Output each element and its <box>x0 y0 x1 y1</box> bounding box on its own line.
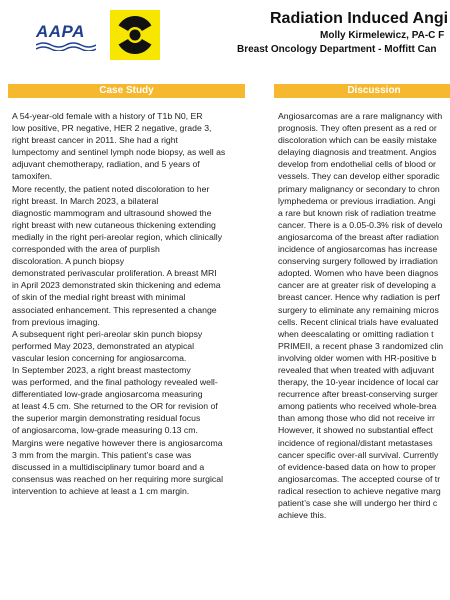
case-study-line: A subsequent right peri-areolar skin punch biopsy <box>12 328 203 339</box>
discussion-line: PRIMEII, a recent phase 3 randomized clin <box>278 340 444 351</box>
discussion-line: a rare but known risk of radiation treatme <box>278 207 436 218</box>
case-study-line: low positive, PR negative, HER 2 negative, grade 3, <box>12 123 212 134</box>
discussion-line: delaying diagnosis and treatment. Angios <box>278 147 437 158</box>
case-study-line: In September 2023, a right breast mastectomy <box>12 364 191 375</box>
poster-affiliation: Breast Oncology Department - Moffitt Can <box>237 44 437 55</box>
discussion-line: cells. Recent clinical trials have evaluated <box>278 316 439 327</box>
case-study-body <box>12 110 248 497</box>
discussion-line: among patients who received whole-brea <box>278 401 437 412</box>
discussion-line: conserving surgery followed by irradiation <box>278 256 438 267</box>
discussion-line: achieve this. <box>278 510 327 521</box>
discussion-line: cancer. There is a 0.05-0.3% risk of develo <box>278 219 443 230</box>
case-study-line: the superior margin demonstrating residual focus <box>12 413 201 424</box>
aapa-logo-text: AAPA <box>36 22 85 41</box>
case-study-line: A 54-year-old female with a history of T1b N0, ER <box>12 111 203 121</box>
discussion-line: breast cancer. Hence why radiation is perf <box>278 292 440 303</box>
radiation-symbol-icon <box>110 10 160 60</box>
discussion-line: discoloration which can be easily mistake <box>278 135 437 146</box>
case-study-line: associated enhancement. This represented a change <box>12 304 217 315</box>
case-study-line: of skin of the medial right breast with minimal <box>12 292 186 303</box>
case-study-line: diagnostic mammogram and ultrasound showed the <box>12 207 212 218</box>
poster-header <box>0 0 450 70</box>
case-study-line: right breast. In March 2023, a bilateral <box>12 195 159 206</box>
aapa-logo <box>36 22 96 48</box>
discussion-line: angiosarcoma of the breast after radiation <box>278 231 439 242</box>
discussion-line: adopted. Women who have been diagnos <box>278 268 439 279</box>
case-study-line: lumpectomy and sentinel lymph node biopsy, as well as <box>12 147 226 158</box>
discussion-line: revealed that when treated with adjuvant <box>278 364 434 375</box>
discussion-line: when deescalating or omitting radiation t <box>278 328 434 339</box>
discussion-line: prognosis. They often present as a red or <box>278 123 437 134</box>
discussion-line: develop from endothelial cells of blood or <box>278 159 436 170</box>
case-study-line: intervention to achieve at least a 1 cm margin. <box>12 485 190 496</box>
case-study-line: discoloration. A punch biopsy <box>12 256 125 267</box>
case-study-line: More recently, the patient noted discoloration to her <box>12 183 210 194</box>
case-study-line: consensus was reached on her requiring more surgical <box>12 473 224 484</box>
discussion-line: surgery to eliminate any remaining micros <box>278 304 439 315</box>
discussion-line: than among those who did not receive irr <box>278 413 435 424</box>
case-study-line: medially in the right peri-areolar region, which clinically <box>12 231 223 242</box>
case-study-line: differentiated low-grade angiosarcoma measuring <box>12 389 203 400</box>
discussion-line: incidence of angiosarcomas has increase <box>278 244 438 255</box>
case-study-line: in April 2023 demonstrated skin thickening and edema <box>12 280 221 291</box>
discussion-line: radical resection to achieve negative marg <box>278 485 441 496</box>
discussion-line: involving older women with HR-positive b <box>278 352 437 363</box>
discussion-line: recurrence after breast-conserving surger <box>278 389 438 400</box>
discussion-line: angiosarcomas. The accepted course of tr <box>278 473 441 484</box>
discussion-line: of evidence-based data on how to proper <box>278 461 436 472</box>
case-study-line: 3 mm from the margin. This patient’s case was <box>12 449 192 460</box>
case-study-line: Margins were negative however there is angiosarcoma <box>12 437 223 448</box>
discussion-line: lymphedema or previous irradiation. Angi <box>278 195 436 206</box>
discussion-heading: Discussion <box>274 84 450 98</box>
discussion-line: incidence of regional/distant metastases <box>278 437 433 448</box>
aapa-wave-icon <box>36 41 96 51</box>
poster-author: Molly Kirmelewicz, PA-C F <box>320 30 445 41</box>
discussion-body <box>278 110 450 521</box>
case-study-line: right breast with new cutaneous thickening extending <box>12 219 216 230</box>
discussion-line: primary malignancy or secondary to chron <box>278 183 440 194</box>
case-study-line: discussed in a multidisciplinary tumor board and a <box>12 461 205 472</box>
discussion-line: vessels. They can develop either sporadic <box>278 171 440 182</box>
case-study-line: right breast cancer in 2011. She had a right <box>12 135 178 146</box>
case-study-line: performed May 2023, demonstrated an atypical <box>12 340 195 351</box>
case-study-line: was performed, and the final pathology revealed well- <box>12 377 218 388</box>
discussion-line: cancer are at greater risk of developing a <box>278 280 436 291</box>
case-study-heading: Case Study <box>8 84 245 98</box>
case-study-line: vascular lesion concerning for angiosarcoma. <box>12 352 187 363</box>
case-study-line: corresponded with the area of purplish <box>12 244 160 255</box>
discussion-line: patient’s case she will undergo her third c <box>278 498 438 508</box>
poster-title: Radiation Induced Angi <box>270 10 449 27</box>
discussion-line: therapy, the 10-year incidence of local car <box>278 377 439 388</box>
case-study-line: at least 4.5 cm. She returned to the OR for revision of <box>12 401 218 412</box>
discussion-line: However, it showed no substantial effect <box>278 425 433 436</box>
discussion-line: Angiosarcomas are a rare malignancy with <box>278 111 443 121</box>
case-study-line: demonstrated perivascular proliferation. A breast MRI <box>12 268 217 279</box>
case-study-line: of angiosarcoma, low-grade measuring 0.13 cm. <box>12 425 198 436</box>
case-study-line: adjuvant chemotherapy, radiation, and 5 years of <box>12 159 200 170</box>
case-study-line: from previous imaging. <box>12 316 100 327</box>
case-study-line: tamoxifen. <box>12 171 53 182</box>
discussion-line: cancer specific over-all survival. Currently <box>278 449 439 460</box>
